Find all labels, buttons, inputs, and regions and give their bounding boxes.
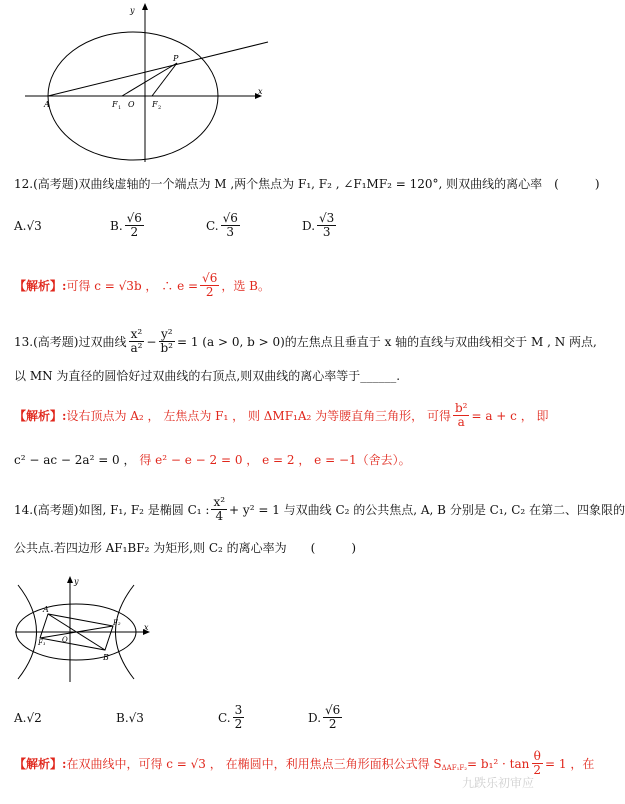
option-label: A. [14, 218, 27, 233]
stem-text-end: + y² = 1 与双曲线 C₂ 的公共焦点, A, B 分别是 C₁, C₂ 在第二、四象限的 [229, 502, 625, 517]
option-fraction: $\frac{√6}{3}$ [222, 211, 238, 239]
segment-pf1 [122, 63, 177, 96]
option-label: D. [302, 218, 316, 233]
q13-answer-line1 [14, 402, 549, 429]
label-o: O [128, 100, 135, 109]
answer-text: 设右顶点为 A₂ ， 左焦点为 F₁ ， 则 ΔMF₁A₂ 为等腰直角三角形， 可得 [66, 408, 451, 423]
label-b: B [103, 653, 109, 662]
answer-text-end: ，选 B。 [221, 278, 270, 293]
answer-text-end: = 1 ，在 [545, 756, 595, 771]
label-f1-sub: 1 [118, 105, 122, 111]
label-f1: F [112, 100, 118, 109]
y-axis-arrow [142, 3, 148, 10]
q13-answer-line2 [14, 452, 411, 468]
watermark: 九跌乐初审应 [462, 776, 535, 790]
q14-option-b [116, 704, 218, 731]
answer-tag: 【解析】: [14, 756, 67, 771]
option-value: √3 [26, 218, 42, 233]
answer-text-end: = a + c ， 即 [471, 408, 549, 423]
q12-options [14, 212, 554, 239]
label-f1: F₁ [38, 639, 46, 647]
q12-option-b [110, 212, 206, 239]
answer-fraction: $\frac{\text{b²}}{a}$ [454, 401, 468, 429]
q14-options [14, 704, 554, 731]
option-value: √2 [26, 710, 42, 725]
q14-option-a [14, 704, 116, 731]
option-fraction: $\frac{√3}{3}$ [319, 211, 335, 239]
answer-tag: 【解析】: [14, 278, 67, 293]
answer-result: 得 e² − e − 2 = 0 ， e = 2 ， e = −1（舍去）。 [139, 453, 411, 467]
label-a: A [44, 100, 50, 109]
eq-fraction: $\frac{\text{x²}}{4}$ [213, 495, 226, 523]
answer-tag: 【解析】: [14, 408, 67, 423]
figure-ellipse-line [20, 0, 280, 165]
option-label: C. [218, 710, 231, 725]
segment-pf2 [152, 63, 177, 96]
answer-text: 在双曲线中，可得 c = √3 ， 在椭圆中，利用焦点三角形面积公式得 S [66, 756, 442, 771]
option-fraction: $\frac{√6}{2}$ [325, 703, 341, 731]
q12-option-d [302, 212, 398, 239]
answer-text: 可得 c = √3b ， ∴ e = [66, 278, 199, 293]
q14-answer [14, 750, 594, 777]
label-p: P [173, 54, 179, 63]
option-label: B. [110, 218, 123, 233]
label-f2: F [152, 100, 158, 109]
option-label: D. [308, 710, 322, 725]
answer-eq: c² − ac − 2a² = 0 ， [14, 453, 136, 467]
eq-fraction-x: $\frac{\text{x²}}{\text{a²}}$ [130, 327, 143, 355]
figure-ellipse-hyperbola [10, 570, 160, 685]
q13-stem-line2: 以 MN 为直径的圆恰好过双曲线的右顶点,则双曲线的离心率等于______. [14, 369, 401, 383]
q12-answer [14, 272, 270, 299]
q12-option-a [14, 212, 110, 239]
answer-eq: = b₁² · tan [467, 756, 530, 771]
label-y: y [130, 6, 135, 15]
q14-stem-line2: 公共点.若四边形 AF₁BF₂ 为矩形,则 C₂ 的离心率为 ( ) [14, 541, 357, 555]
answer-subscript: ΔAF₁F₂ [441, 763, 468, 772]
option-fraction: $\frac{3}{2}$ [234, 703, 243, 731]
option-label: C. [206, 218, 219, 233]
label-a: A [43, 605, 49, 614]
label-f2: F₂ [113, 619, 121, 627]
label-o: O [62, 636, 68, 644]
label-f2-sub: 2 [158, 105, 162, 111]
option-fraction: $\frac{√6}{2}$ [126, 211, 142, 239]
q14-option-d [308, 704, 398, 731]
stem-text: 14.(高考题)如图, F₁, F₂ 是椭圆 C₁ : [14, 502, 210, 517]
y-axis-arrow [67, 576, 73, 583]
stem-text-end: 的左焦点且垂直于 x 轴的直线与双曲线相交于 M , N 两点, [284, 334, 597, 349]
q12-stem: 12.(高考题)双曲线虚轴的一个端点为 M ,两个焦点为 F₁, F₂ , ∠F₁MF₂ = 120°, 则双曲线的离心率 ( ) [14, 177, 600, 191]
label-x: x [144, 623, 149, 632]
answer-fraction: $\frac{√6}{2}$ [202, 271, 218, 299]
q12-option-c [206, 212, 302, 239]
option-label: A. [14, 710, 27, 725]
q14-stem-line1 [14, 496, 625, 523]
option-label: B. [116, 710, 129, 725]
label-x: x [258, 87, 263, 96]
eq-fraction-y: $\frac{\text{y²}}{\text{b²}}$ [160, 327, 173, 355]
option-value: √3 [128, 710, 144, 725]
eq-text: = 1 (a > 0, b > 0) [176, 334, 285, 349]
q14-option-c [218, 704, 308, 731]
q13-stem-line1: 13.(高考题)过双曲线 $\frac{\text{x²}}{\text{a²}}$ − $\frac{\text{y²}}{\text{b²}}$ = 1 (a > 0, b > 0) 的左焦点且垂直于 x 轴的直线与双曲线相交于 M , N 两点, [14, 327, 597, 355]
answer-fraction: $\frac{\theta}{2}$ [533, 749, 542, 777]
stem-text: 13.(高考题)过双曲线 [14, 334, 127, 349]
label-y: y [74, 577, 79, 586]
